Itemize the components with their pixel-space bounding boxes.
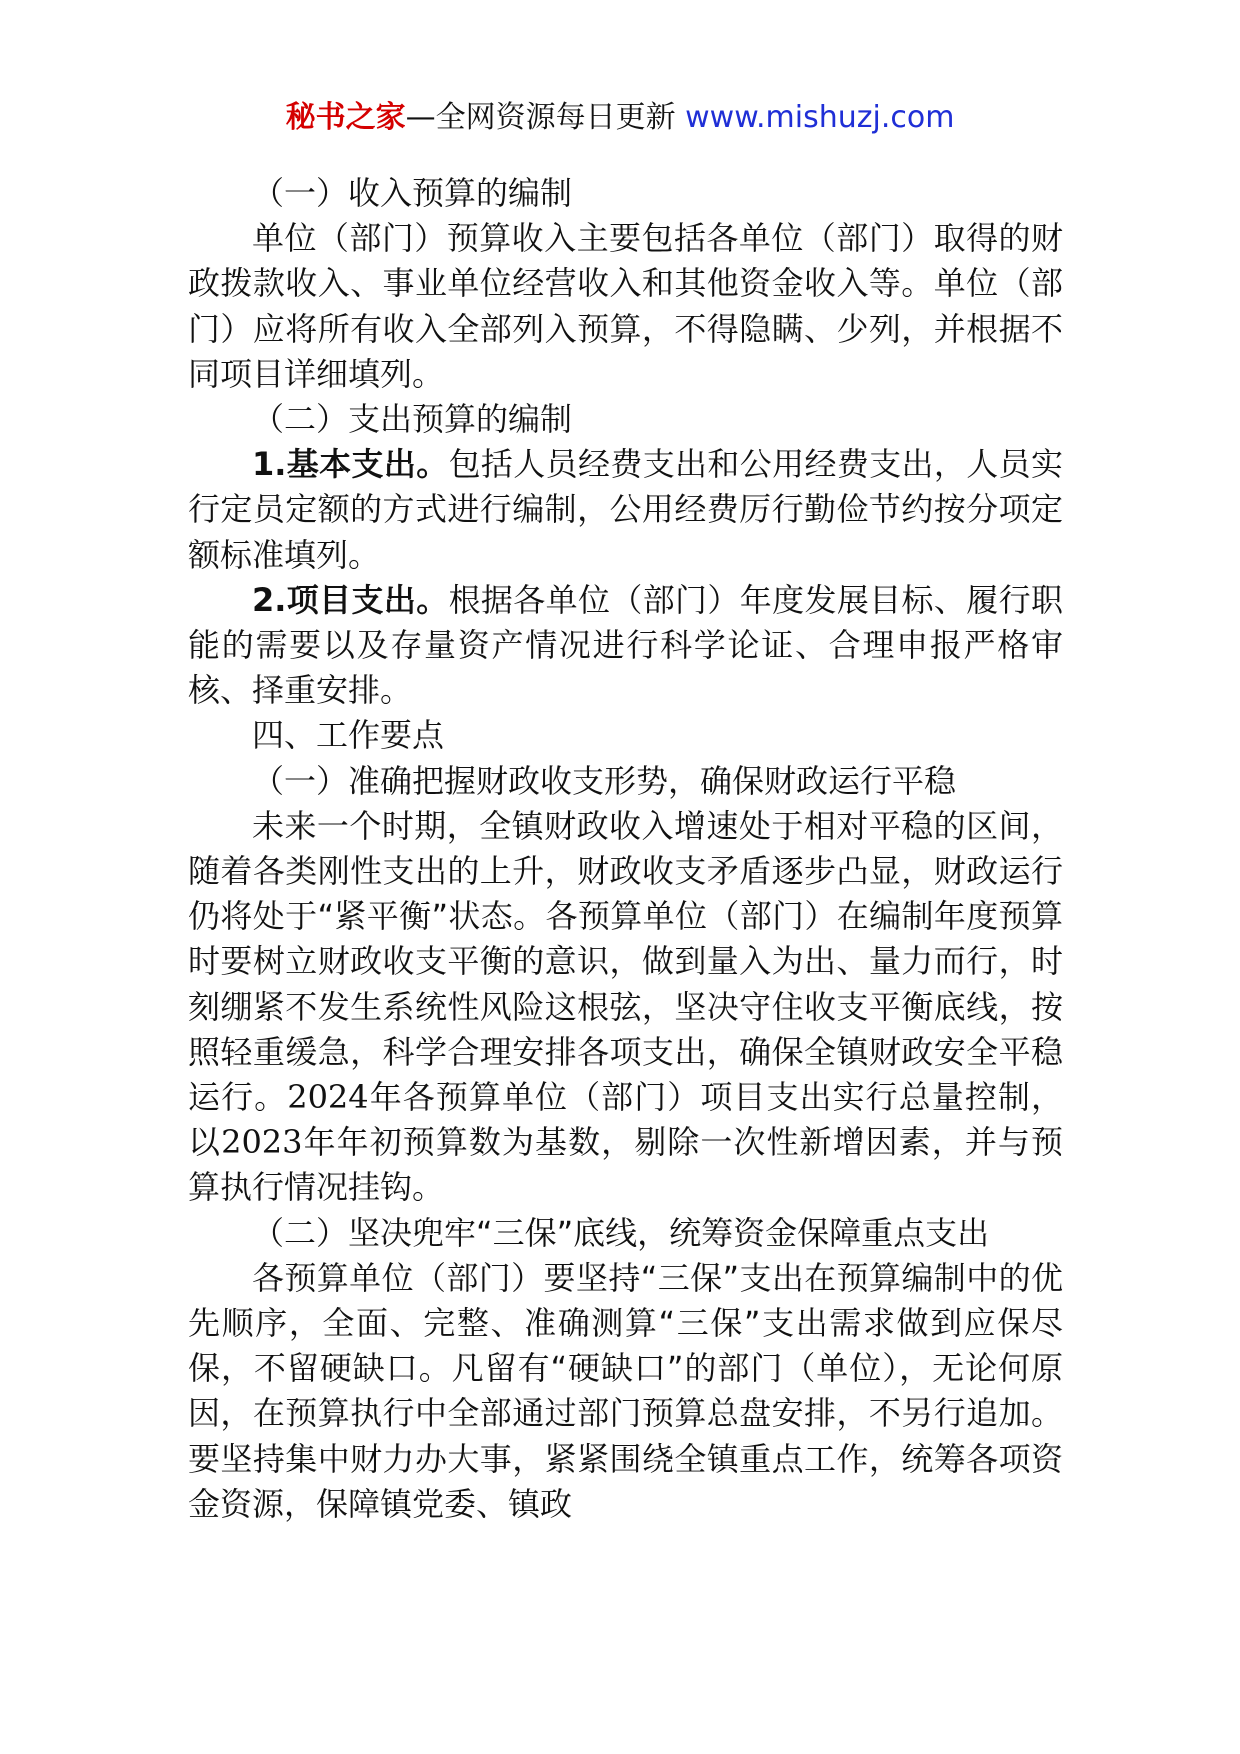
paragraph-point-one bbox=[188, 804, 1063, 1211]
paragraph-point-two: 各预算单位（部门）要坚持“三保”支出在预算编制中的优先顺序，全面、完整、准确测算“三保”支出需求做到应保尽保，不留硬缺口。凡留有“硬缺口”的部门（单位），无论何原因，在预算执行中全部通过部门预算总盘安排，不另行追加。要坚持集中财力办大事，紧紧围绕全镇重点工作，统筹各项资金资源，保障镇党委、镇政 bbox=[188, 1258, 1063, 1523]
site-header bbox=[0, 98, 1240, 138]
heading-point-one: （一）准确把握财政收支形势，确保财政运行平稳 bbox=[252, 761, 957, 800]
header-slogan: —全网资源每日更新 bbox=[405, 100, 686, 135]
site-url-link[interactable]: www.mishuzj.com bbox=[685, 100, 955, 135]
point-one-text-c: 年年初预算数为基数，剔除一次性新增因素，并与预算执行情况挂钩。 bbox=[188, 1123, 1063, 1207]
year-2023: 2023 bbox=[221, 1123, 303, 1162]
project-expense-text: 根据各单位（部门）年度发展目标、履行职能的需要以及存量资产情况进行科学论证、合理申报严格审核、择重安排。 bbox=[188, 580, 1063, 710]
paragraph-basic-expense bbox=[188, 442, 1063, 578]
basic-expense-lead: 1.基本支出。 bbox=[252, 445, 449, 484]
point-one-text-b: 年各预算单位（部门）项目支出实行总量控制，以 bbox=[188, 1078, 1063, 1162]
paragraph-income-budget: 单位（部门）预算收入主要包括各单位（部门）取得的财政拨款收入、事业单位经营收入和其他资金收入等。单位（部门）应将所有收入全部列入预算，不得隐瞒、少列，并根据不同项目详细填列。 bbox=[188, 219, 1063, 393]
point-one-text-a: 未来一个时期，全镇财政收入增速处于相对平稳的区间，随着各类刚性支出的上升，财政收支矛盾逐步凸显，财政运行仍将处于“紧平衡”状态。各预算单位（部门）在编制年度预算时要树立财政收支平衡的意识，做到量入为出、量力而行，时刻绷紧不发生系统性风险这根弦，坚决守住收支平衡底线，按照轻重缓急，科学合理安排各项支出，确保全镇财政安全平稳运行。 bbox=[188, 806, 1063, 1117]
document-body bbox=[188, 171, 1063, 1527]
project-expense-lead: 2.项目支出。 bbox=[252, 580, 449, 619]
year-2024: 2024 bbox=[287, 1078, 369, 1117]
heading-expense-budget: （二）支出预算的编制 bbox=[252, 400, 573, 439]
brand-name: 秘书之家 bbox=[285, 100, 406, 135]
basic-expense-text: 包括人员经费支出和公用经费支出，人员实行定员定额的方式进行编制，公用经费厉行勤俭节约按分项定额标准填列。 bbox=[188, 445, 1063, 574]
heading-income-budget: （一）收入预算的编制 bbox=[252, 174, 573, 212]
paragraph-project-expense bbox=[188, 578, 1063, 714]
heading-point-two: （二）坚决兜牢“三保”底线，统筹资金保障重点支出 bbox=[252, 1213, 990, 1252]
heading-section-four: 四、工作要点 bbox=[252, 716, 445, 755]
